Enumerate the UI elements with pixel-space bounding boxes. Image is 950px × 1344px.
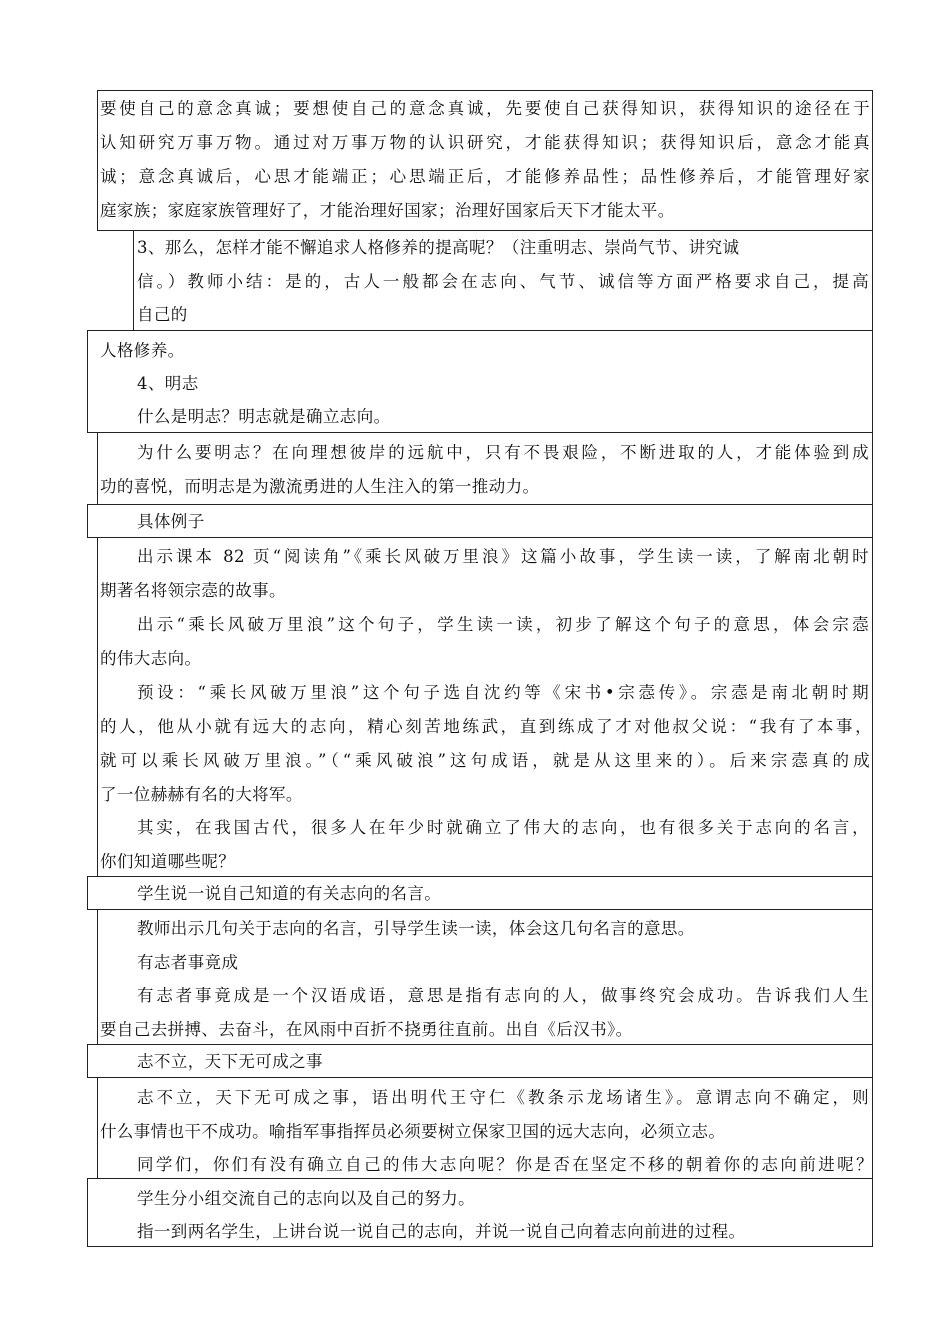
text-line: 出示课本 82 页“阅读角”《乘长风破万里浪》这篇小故事，学生读一读，了解南北朝时	[137, 547, 869, 566]
text-line: 教师出示几句关于志向的名言，引导学生读一读，体会这几句名言的意思。	[137, 919, 695, 938]
text-line: 志不立，天下无可成之事，语出明代王守仁《教条示龙场诸生》。意谓志向不确定，则	[137, 1088, 869, 1107]
text-line: 其实，在我国古代，很多人在年少时就确立了伟大的志向，也有很多关于志向的名言，	[137, 818, 869, 837]
text-line: 了一位赫赫有名的大将军。	[100, 785, 303, 804]
text-line: 4、明志	[137, 374, 199, 393]
text-line: 3、那么，怎样才能不懈追求人格修养的提高呢？（注重明志、崇尚气节、讲究诚	[137, 238, 740, 257]
text-line: 人格修养。	[100, 341, 185, 360]
text-line: 的人，他从小就有远大的志向，精心刻苦地练武，直到练成了才对他叔父说：“我有了本事，	[100, 717, 872, 736]
text-line: 学生分小组交流自己的志向以及自己的努力。	[137, 1189, 475, 1208]
text-line: 认知研究万事万物。通过对万事万物的认识研究，才能获得知识；获得知识后，意念才能真	[100, 133, 870, 152]
text-line: 预设：“乘长风破万里浪”这个句子选自沈约等《宋书•宗悫传》。宗悫是南北朝时期	[137, 683, 869, 702]
text-line: 同学们，你们有没有确立自己的伟大志向呢？你是否在坚定不移的朝着你的志向前进呢？	[137, 1155, 873, 1174]
text-line: 庭家族；家庭家族管理好了，才能治理好国家；治理好国家后天下才能太平。	[100, 201, 675, 220]
text-line: 信。）教师小结：是的，古人一般都会在志向、气节、诚信等方面严格要求自己，提高	[137, 272, 869, 291]
text-line: 期著名将领宗悫的故事。	[100, 581, 286, 600]
text-line: 就可以乘长风破万里浪。”（“乘风破浪”这句成语，就是从这里来的）。后来宗悫真的成	[100, 751, 870, 770]
text-line: 什么是明志？明志就是确立志向。	[137, 407, 391, 426]
text-line: 指一到两名学生，上讲台说一说自己的志向，并说一说自己向着志向前进的过程。	[137, 1222, 746, 1241]
text-line: 为什么要明志？在向理想彼岸的远航中，只有不畏艰险，不断进取的人，才能体验到成	[137, 443, 869, 462]
text-line: 什么事情也干不成功。喻指军事指挥员必须要树立保家卫国的远大志向，必须立志。	[100, 1122, 726, 1141]
table-segment-5	[87, 504, 873, 538]
text-line: 有志者事竟成是一个汉语成语，意思是指有志向的人，做事终究会成功。告诉我们人生	[137, 986, 869, 1005]
text-line: 诚；意念真诚后，心思才能端正；心思端正后，才能修养品性；品性修养后，才能管理好家	[100, 167, 870, 186]
text-line: 要使自己的意念真诚；要想使自己的意念真诚，先要使自己获得知识，获得知识的途径在于	[100, 99, 870, 118]
text-line: 志不立，天下无可成之事	[137, 1052, 323, 1071]
text-line: 有志者事竟成	[137, 953, 239, 972]
text-line: 具体例子	[137, 512, 205, 531]
text-line: 要自己去拼搏、去奋斗，在风雨中百折不挠勇往直前。出自《后汉书》。	[100, 1020, 633, 1039]
text-line: 的伟大志向。	[100, 649, 202, 668]
text-line: 功的喜悦，而明志是为激流勇进的人生注入的第一推动力。	[100, 477, 540, 496]
text-line: 你们知道哪些呢？	[100, 852, 236, 871]
text-line: 出示“乘长风破万里浪”这个句子，学生读一读，初步了解这个句子的意思，体会宗悫	[137, 615, 869, 634]
text-line: 自己的	[137, 305, 188, 324]
text-line: 学生说一说自己知道的有关志向的名言。	[137, 884, 442, 903]
